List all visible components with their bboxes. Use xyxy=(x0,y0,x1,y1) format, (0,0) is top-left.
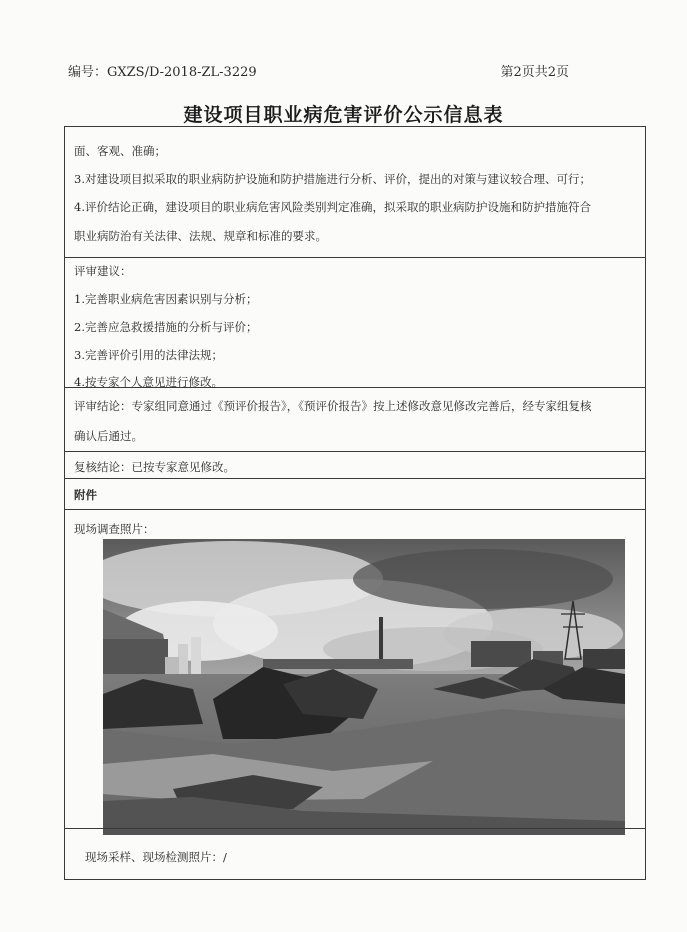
site-photo-label: 现场调查照片： xyxy=(74,522,155,536)
suggestion-item: 2.完善应急救援措施的分析与评价； xyxy=(74,320,258,334)
document-header xyxy=(68,61,569,80)
conclusion-line-4: 职业病防治有关法律、法规、规章和标准的要求。 xyxy=(74,229,327,243)
suggestion-item: 3.完善评价引用的法律法规； xyxy=(74,348,223,362)
photo-row-divider xyxy=(65,828,645,829)
review-suggestions-heading: 评审建议： xyxy=(74,264,132,278)
attachment-heading-row xyxy=(65,479,645,510)
site-survey-photo xyxy=(103,539,625,835)
suggestion-item: 1.完善职业病危害因素识别与分析； xyxy=(74,292,258,306)
document-number: 编号：GXZS/D-2018-ZL-3229 xyxy=(68,65,257,80)
page-indicator: 第2页共2页 xyxy=(500,65,569,80)
attachment-heading: 附件 xyxy=(74,488,97,502)
document-title: 建设项目职业病危害评价公示信息表 xyxy=(183,104,504,126)
conclusion-line-2: 3.对建设项目拟采取的职业病防护设施和防护措施进行分析、评价，提出的对策与建议较合理、可行； xyxy=(74,172,591,186)
recheck-section xyxy=(65,452,645,479)
suggestion-item: 4.按专家个人意见进行修改。 xyxy=(74,375,223,389)
conclusion-line-1: 面、客观、准确； xyxy=(74,144,166,158)
review-conclusion-section xyxy=(65,388,645,452)
info-form-table xyxy=(64,126,646,880)
review-conclusion-line-1: 评审结论：专家组同意通过《预评价报告》，《预评价报告》按上述修改意见修改完善后，经专家组复核 xyxy=(74,399,592,413)
review-conclusion-line-2: 确认后通过。 xyxy=(74,429,143,443)
sampling-photo-label: 现场采样、现场检测照片：/ xyxy=(85,850,227,864)
recheck-conclusion: 复核结论：已按专家意见修改。 xyxy=(74,460,235,474)
conclusion-line-3: 4.评价结论正确，建设项目的职业病危害风险类别判定准确，拟采取的职业病防护设施和防护措施符合 xyxy=(74,200,591,214)
review-suggestions-section xyxy=(65,258,645,388)
evaluation-conclusion-section xyxy=(65,127,645,258)
